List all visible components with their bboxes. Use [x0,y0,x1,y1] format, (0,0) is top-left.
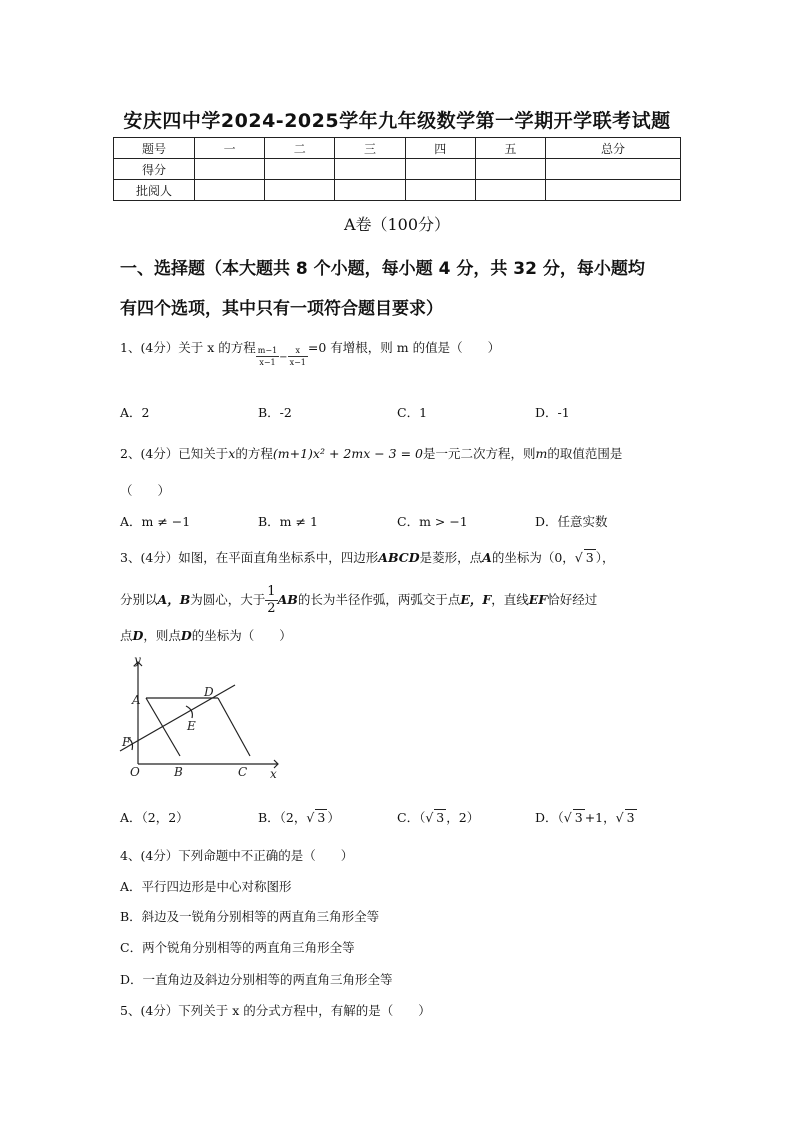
table-row [114,159,681,180]
fraction-denominator: x−1 [259,358,276,367]
table-cell: 总分 [546,138,681,159]
question-3-line1 [120,548,614,566]
question-5: 5、(4分）下列关于 x 的分式方程中，有解的是（ ） [120,1003,431,1018]
option-c [397,808,479,826]
question-1 [120,337,501,367]
question-4: 4、(4分）下列命题中不正确的是（ ） [120,848,354,863]
question-3-line3 [120,626,292,644]
label-c: C [238,765,248,779]
fraction [256,345,279,368]
segment-name: AB [277,592,298,607]
question-text: 1、(4分）关于 x 的方程 [120,340,256,355]
label-e: E [187,719,196,733]
question-2 [120,444,622,462]
table-cell [265,159,335,180]
point-name: A [482,550,492,565]
question-text: 是菱形，点 [419,550,483,565]
table-cell: 题号 [114,138,195,159]
sqrt-radicand: 3 [626,810,635,825]
option-c: C．两个锐角分别相等的两直角三角形全等 [120,940,355,955]
option-c: C．m > −1 [397,514,468,529]
table-cell: 批阅人 [114,180,195,201]
sqrt-symbol: √ [563,810,572,825]
label-f: F [122,735,131,749]
label-d: D [204,685,214,699]
variable: x [228,446,236,461]
option-d [535,808,637,826]
label-o: O [130,765,140,779]
option-b: B．斜边及一锐角分别相等的两直角三角形全等 [120,909,380,924]
rhombus-figure [110,652,290,782]
minus-sign: − [279,352,288,363]
table-cell [546,159,681,180]
volume-heading: A卷（100分） [343,215,451,234]
table-cell: 五 [475,138,545,159]
option-a: A．m ≠ −1 [120,514,191,529]
sqrt-radicand: 3 [585,550,594,565]
question-text: 的取值范围是 [547,446,623,461]
question-text: 的方程 [235,446,273,461]
point-name: D [180,628,192,643]
option-b: B．-2 [258,405,292,420]
sqrt-radicand: 3 [317,810,326,825]
table-cell: 二 [265,138,335,159]
table-cell: 三 [335,138,405,159]
score-table [113,137,681,201]
table-cell [546,180,681,201]
equation: (m+1)x² + 2mx − 3 = 0 [272,446,423,461]
point-names: A，B [157,592,191,607]
table-cell [335,159,405,180]
question-text: 2、(4分）已知关于 [120,446,229,461]
table-cell [405,180,475,201]
option-b: B．m ≠ 1 [258,514,318,529]
table-cell [335,180,405,201]
fraction-numerator: 1 [267,584,276,599]
table-cell [475,159,545,180]
option-a: A．（2，2） [120,810,189,825]
fraction-denominator: 2 [267,601,276,616]
shape-name: ABCD [378,550,420,565]
sqrt-symbol: √ [615,810,624,825]
sqrt-radicand: 3 [574,810,583,825]
fraction-denominator: x−1 [289,358,306,367]
table-cell [195,159,265,180]
label-b: B [174,765,183,779]
option-text: ） [327,810,340,825]
label-y: y [134,653,141,667]
question-2-line2: （ ） [120,483,171,498]
sqrt-symbol: √ [425,810,434,825]
option-d: D．-1 [535,405,570,420]
question-text: 的长为半径作弧，两弧交于点 [297,592,461,607]
question-text: ，直线 [491,592,529,607]
fraction-numerator: m−1 [257,346,278,355]
option-a: A．平行四边形是中心对称图形 [120,879,292,894]
option-text: ，2） [446,810,480,825]
sqrt-symbol: √ [574,550,583,565]
line-name: EF [528,592,548,607]
fraction-half [265,584,277,617]
question-text: ）， [595,550,615,565]
question-text: =0 有增根，则 m 的值是（ ） [307,340,501,355]
table-cell: 得分 [114,159,195,180]
option-text: C．（ [397,810,426,825]
table-cell [475,180,545,201]
table-cell: 四 [405,138,475,159]
sqrt-symbol: √ [306,810,315,825]
label-a: A [132,693,141,707]
option-text: D．（ [535,810,564,825]
question-text: 恰好经过 [547,592,598,607]
question-text: ，则点 [143,628,181,643]
point-name: D [132,628,144,643]
table-cell [195,180,265,201]
option-text: +1， [584,810,616,825]
option-c: C．1 [397,405,428,420]
option-d: D．任意实数 [535,514,608,529]
side-dc [218,698,250,756]
question-text: 为圆心，大于 [190,592,266,607]
section-heading-line1: 一、选择题（本大题共 8 个小题，每小题 4 分，共 32 分，每小题均 [120,259,645,279]
point-names: E，F [460,592,492,607]
question-text: 点 [120,628,133,643]
label-x: x [270,767,277,781]
question-text: 3、(4分）如图，在平面直角坐标系中，四边形 [120,550,379,565]
option-d: D．一直角边及斜边分别相等的两直角三角形全等 [120,972,393,987]
question-text: 的坐标为（ ） [191,628,292,643]
fraction [288,345,308,368]
option-a: A．2 [120,405,150,420]
question-text: 的坐标为（0， [491,550,575,565]
question-text: 是一元二次方程，则 [423,446,536,461]
option-text: B．（2， [258,810,307,825]
score-table-header-row [114,138,681,159]
fraction-numerator: x [288,345,308,357]
section-heading-line2: 有四个选项，其中只有一项符合题目要求） [120,299,443,319]
table-cell [405,159,475,180]
sqrt-radicand: 3 [436,810,445,825]
table-cell: 一 [195,138,265,159]
exam-title: 安庆四中学2024-2025学年九年级数学第一学期开学联考试题 [123,110,671,132]
table-cell [265,180,335,201]
table-row [114,180,681,201]
question-3-line2 [120,584,597,617]
option-b [258,808,340,826]
variable: m [535,446,548,461]
question-text: 分别以 [120,592,158,607]
